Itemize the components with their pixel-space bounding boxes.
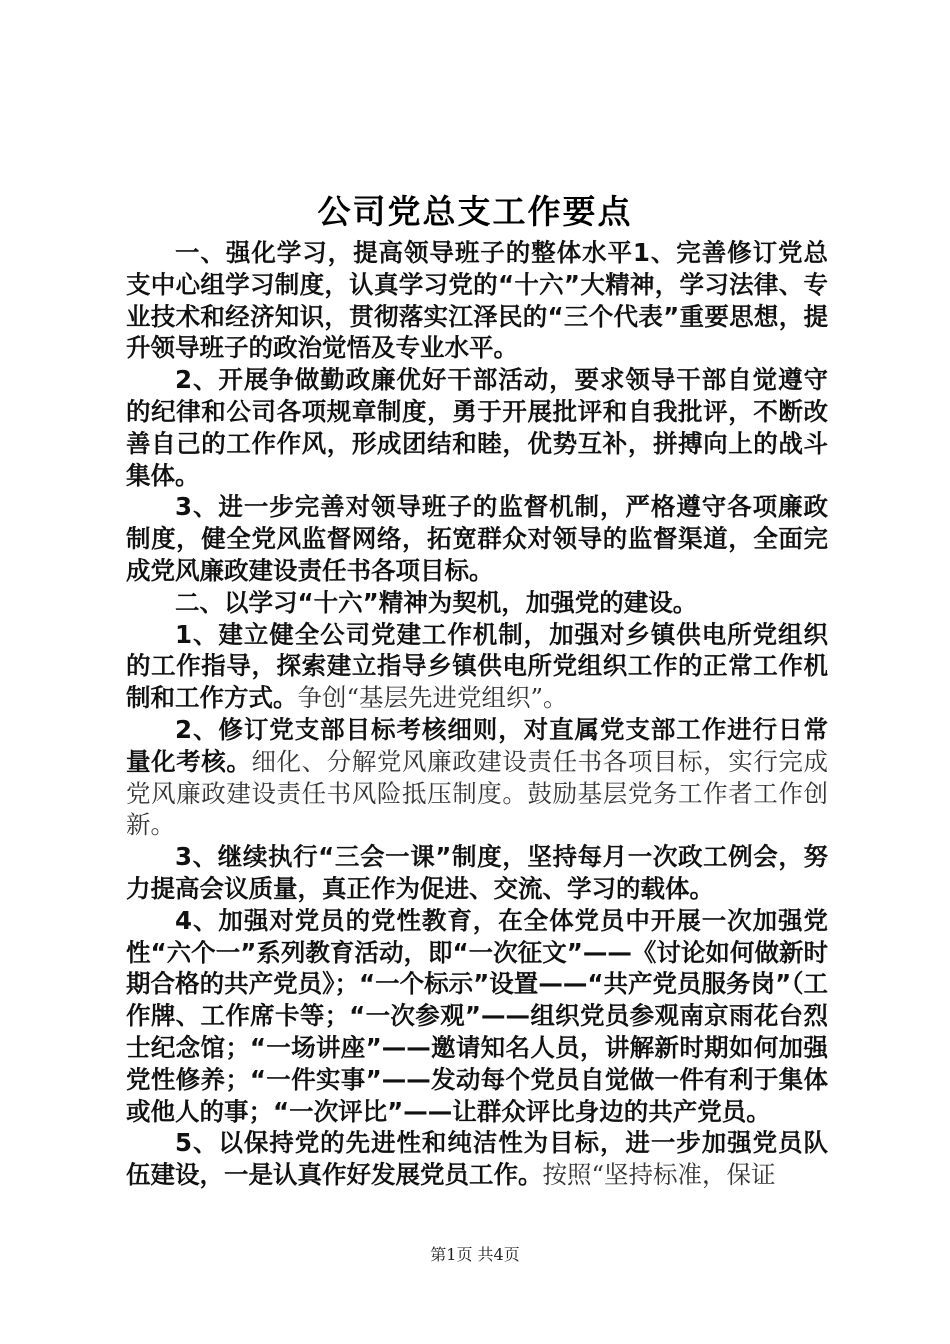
paragraph-9 [126,1127,828,1191]
paragraph-tail: 争创“基层先进党组织”。 [297,683,568,713]
paragraph-text: 3、继续执行“三会一课”制度，坚持每月一次政工例会，努力提高会议质量，真正作为促进、交流、学习的载体。 [126,842,828,903]
paragraph-2 [126,364,828,491]
paragraph-8 [126,905,828,1128]
paragraph-1 [126,237,828,364]
page-footer: 第1页 共4页 [430,1245,520,1264]
paragraph-tail: 按照“坚持标准，保证 [542,1160,776,1190]
paragraph-text: 一、强化学习，提高领导班子的整体水平1、完善修订党总支中心组学习制度，认真学习党的“十六”大精神，学习法律、专业技术和经济知识，贯彻落实江泽民的“三个代表”重要思想，提升领导班子的政治觉悟及专业水平。 [126,238,828,363]
paragraph-text: 2、开展争做勤政廉优好干部活动，要求领导干部自觉遵守的纪律和公司各项规章制度，勇于开展批评和自我批评，不断改善自己的工作作风，形成团结和睦，优势互补，拼搏向上的战斗集体。 [126,365,828,490]
paragraph-5 [126,619,828,714]
paragraph-4 [126,587,828,619]
paragraph-text: 2、修订党支部目标考核细则，对直属党支部工作进行日常量化考核。 [126,714,828,776]
document-title: 公司党总支工作要点 [317,192,633,231]
paragraph-text: 5、以保持党的先进性和纯洁性为目标，进一步加强党员队伍建设，一是认真作好发展党员工作。 [126,1128,828,1190]
document-body [126,237,828,1191]
paragraph-6 [126,714,828,841]
paragraph-text: 4、加强对党员的党性教育，在全体党员中开展一次加强党性“六个一”系列教育活动，即“一次征文”——《讨论如何做新时期合格的共产党员》；“一个标示”设置——“共产党员服务岗”（工作牌、工作席卡等；“一次参观”——组织党员参观南京雨花台烈士纪念馆；“一场讲座”——邀请知名人员，讲解新时期如何加强党性修养；“一件实事”——发动每个党员自觉做一件有利于集体或他人的事；“一次评比”——让群众评比身边的共产党员。 [126,905,828,1126]
paragraph-text: 二、以学习“十六”精神为契机，加强党的建设。 [175,587,698,617]
paragraph-7 [126,841,828,905]
paragraph-3 [126,491,828,586]
paragraph-text: 1、建立健全公司党建工作机制，加强对乡镇供电所党组织的工作指导，探索建立指导乡镇供电所党组织工作的正常工作机制和工作方式。 [126,619,828,713]
paragraph-text: 3、进一步完善对领导班子的监督机制，严格遵守各项廉政制度，健全党风监督网络，拓宽群众对领导的监督渠道，全面完成党风廉政建设责任书各项目标。 [126,492,828,585]
paragraph-tail: 细化、分解党风廉政建设责任书各项目标，实行完成党风廉政建设责任书风险抵压制度。鼓励基层党务工作者工作创新。 [126,746,829,840]
